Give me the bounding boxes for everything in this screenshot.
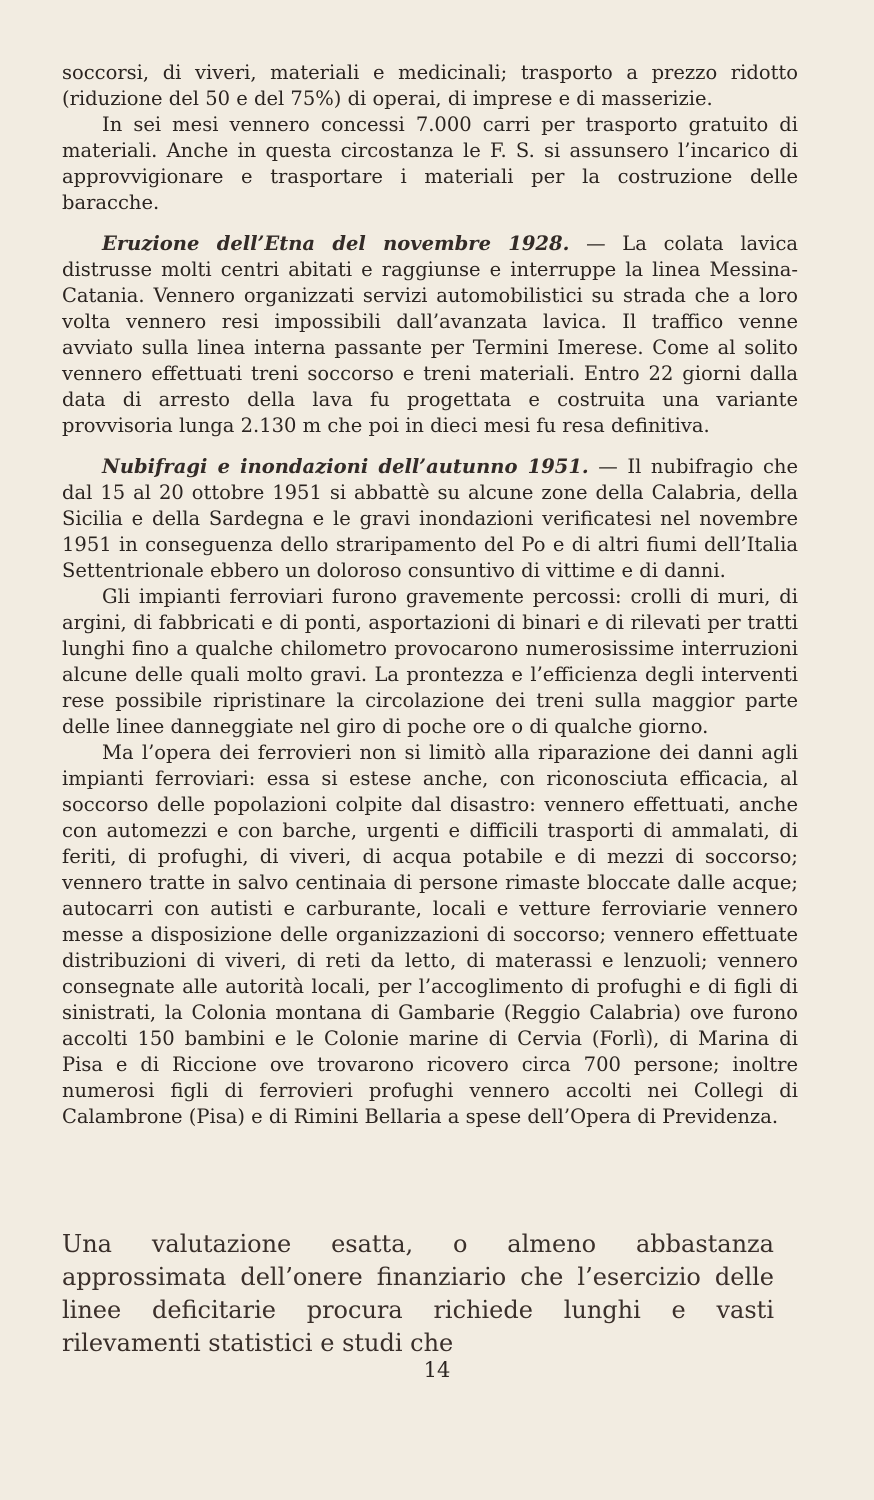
- section-heading-nubifragi: Nubifragi e inondazioni dell’autunno 1951.: [102, 455, 589, 478]
- page-number: 14: [423, 1358, 451, 1382]
- paragraph-soccorsi: soccorsi, di viveri, materiali e medicinali; trasporto a prezzo ridotto (riduzione del 50 e del 75%) di operai, di imprese e di masserizie.: [62, 61, 798, 110]
- section-text-nubifragi: — Il nubifragio che dal 15 al 20 ottobre 1951 si abbattè su alcune zone della Calabria, della Sicilia e della Sardegna e le gravi inondazioni verificatesi nel novembre 1951 in conseguenza dello straripamento del Po e di altri fiumi dell’Italia Settentrionale ebbero un doloroso consuntivo di vittime e di danni.: [62, 455, 798, 582]
- body-text: [62, 60, 798, 1130]
- paragraph-soccorso-popolazioni: Ma l’opera dei ferrovieri non si limitò alla riparazione dei danni agli impianti ferroviari: essa si estese anche, con riconosciuta efficacia, al soccorso delle popolazioni colpite dal disastro: vennero effettuati, anche con automezzi e con barche, urgenti e difficili trasporti di ammalati, di feriti, di profughi, di viveri, di acqua potabile e di mezzi di soccorso; vennero tratte in salvo centinaia di persone rimaste bloccate dalle acque; autocarri con autisti e carburante, locali e vetture ferroviarie vennero messe a disposizione delle organizzazioni di soccorso; vennero effettuate distribuzioni di viveri, di reti da letto, di materassi e lenzuoli; vennero consegnate alle autorità locali, per l’accoglimento di profughi e di figli di sinistrati, la Colonia montana di Gambarie (Reggio Calabria) ove furono accolti 150 bambini e le Colonie marine di Cervia (Forlì), di Marina di Pisa e di Riccione ove trovarono ricovero circa 700 persone; inoltre numerosi figli di ferrovieri profughi vennero accolti nei Collegi di Calambrone (Pisa) e di Rimini Bellaria a spese dell’Opera di Previdenza.: [62, 741, 798, 1128]
- closing-paragraph: Una valutazione esatta, o almeno abbastanza approssimata dell’onere finanziario che l’esercizio delle linee deficitarie procura richiede lunghi e vasti rilevamenti statistici e studi che: [62, 1230, 774, 1357]
- paragraph-impianti: Gli impianti ferroviari furono gravemente percossi: crolli di muri, di argini, di fabbricati e di ponti, asportazioni di binari e di rilevati per tratti lunghi fino a qualche chilometro provocarono numerosissime interruzioni alcune delle quali molto gravi. La prontezza e l’efficienza degli interventi rese possibile ripristinare la circolazione dei treni sulla maggior parte delle linee danneggiate nel giro di poche ore o di qualche giorno.: [62, 585, 798, 738]
- section-text-etna: — La colata lavica distrusse molti centri abitati e raggiunse e interruppe la linea Messina-Catania. Vennero organizzati servizi automobilistici su strada che a loro volta vennero resi impossibili dall’avanzata lavica. Il traffico venne avviato sulla linea interna passante per Termini Imerese. Come al solito vennero effettuati treni soccorso e treni materiali. Entro 22 giorni dalla data di arresto della lava fu progettata e costruita una variante provvisoria lunga 2.130 m che poi in dieci mesi fu resa definitiva.: [62, 232, 798, 437]
- paragraph-carri: In sei mesi vennero concessi 7.000 carri per trasporto gratuito di materiali. Anche in questa circostanza le F. S. si assunsero l’incarico di approvvigionare e trasportare i materiali per la costruzione delle baracche.: [62, 113, 798, 214]
- paragraph-nubifragi: [62, 454, 798, 584]
- paragraph-etna: [62, 231, 798, 439]
- section-heading-etna: Eruzione dell’Etna del novembre 1928.: [102, 232, 570, 255]
